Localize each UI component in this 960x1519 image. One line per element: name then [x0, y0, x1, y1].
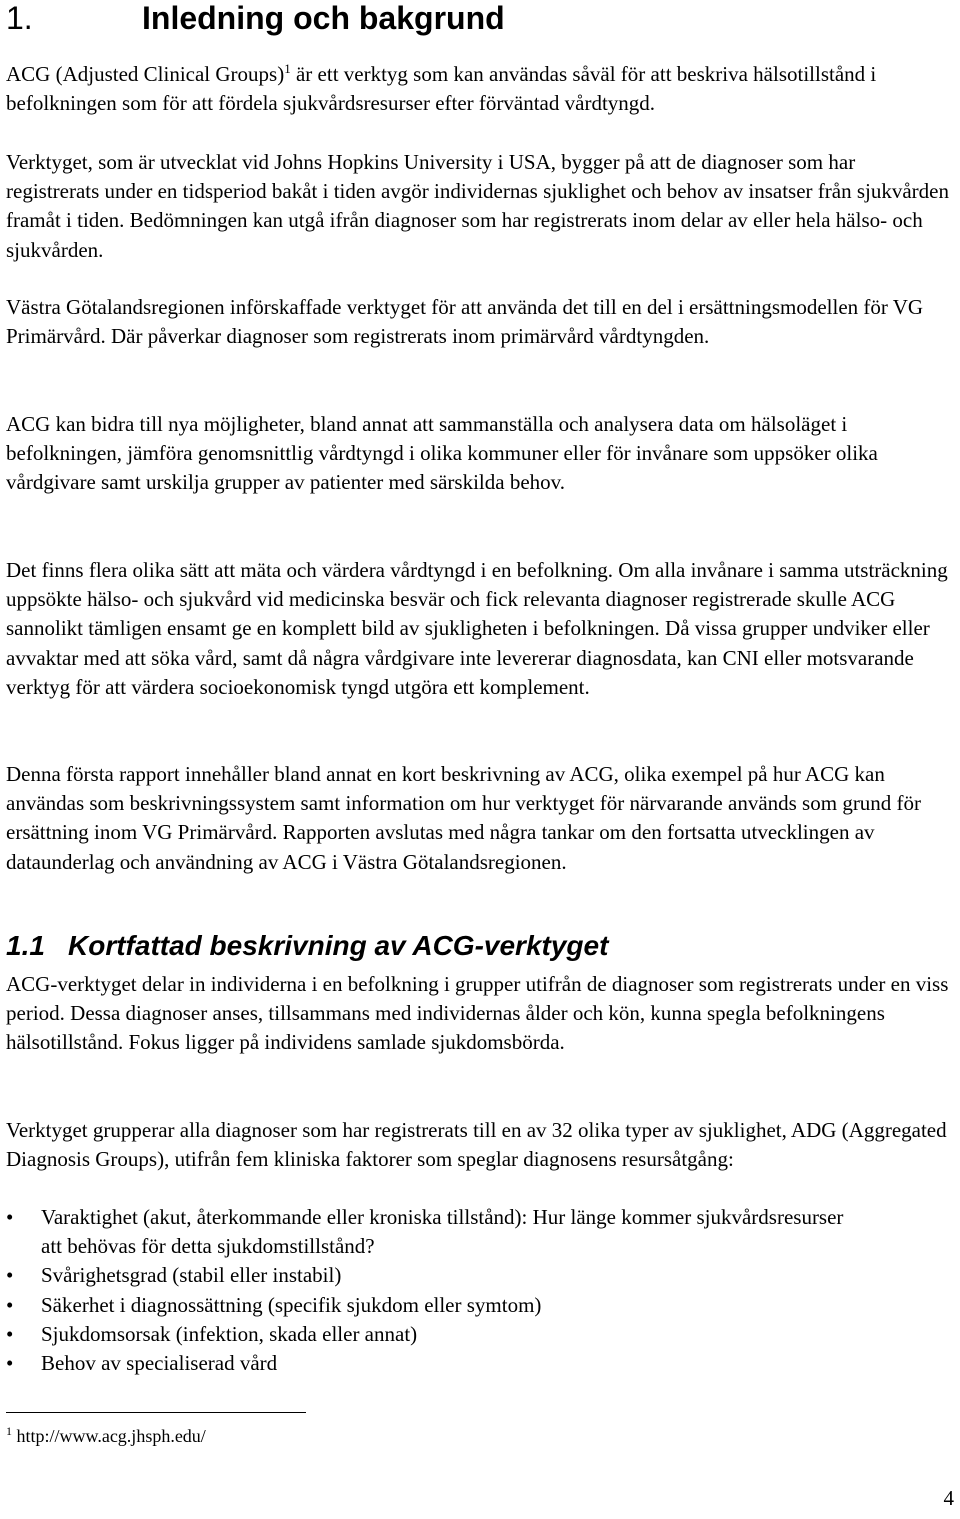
list-item [6, 1349, 951, 1378]
footnote-reference: 1 [284, 61, 291, 76]
section-number: 1.1 [6, 930, 45, 961]
list-item-text: Varaktighet (akut, återkommande eller kroniska tillstånd): Hur länge kommer sjukvårdsresurser att behövas för detta sjukdomstillstånd? [41, 1205, 844, 1259]
bullet-icon: • [6, 1321, 14, 1346]
paragraph-measurement: Det finns flera olika sätt att mäta och värdera vårdtyngd i en befolkning. Om alla invånare i samma utsträckning uppsökte hälso- och sjukvård vid medicinska besvär och fick relevanta diagnoser registrerade skulle ACG sannolikt tämligen ensamt ge en komplett bild av sjukligheten i befolkningen. Då vissa grupper undviker eller avvaktar med att söka vård, samt då några vårdgivare inte levererar diagnosdata, kan CNI eller motsvarande verktyg för att värdera socioekonomisk tyngd utgöra ett komplement. [6, 558, 948, 699]
list-item-text: Svårighetsgrad (stabil eller instabil) [41, 1263, 342, 1288]
list-item-text: Sjukdomsorsak (infektion, skada eller annat) [41, 1321, 418, 1346]
footnote [6, 1423, 206, 1449]
footnote-link[interactable]: http://www.acg.jhsph.edu/ [12, 1426, 206, 1446]
list-item [6, 1203, 951, 1261]
paragraph-tool-origin: Verktyget, som är utvecklat vid Johns Hopkins University i USA, bygger på att de diagnoser som har registrerats under en tidsperiod bakåt i tiden avgör individernas sjuklighet och behov av insatser från sjukvården framåt i tiden. Bedömningen kan utgå ifrån diagnoser som har registrerats inom delar av eller hela hälso- och sjukvården. [6, 150, 949, 262]
page-number: 4 [943, 1486, 954, 1510]
intro-text-end: är ett verktyg som kan användas såväl för att beskriva hälsotillstånd i befolkningen som för att fördela sjukvårdsresurser efter förväntad vårdtyngd. [6, 62, 877, 116]
bullet-icon: • [6, 1263, 14, 1288]
clinical-factors-list [6, 1203, 951, 1378]
intro-text-start: ACG (Adjusted Clinical Groups) [6, 62, 285, 86]
paragraph-report-overview: Denna första rapport innehåller bland annat en kort beskrivning av ACG, olika exempel på hur ACG kan användas som beskrivningssystem samt information om hur verktyget för närvarande används som grund för ersättning inom VG Primärvård. Rapporten avslutas med några tankar om den fortsatta utvecklingen av dataunderlag och användning av ACG i Västra Götalandsregionen. [6, 762, 922, 874]
chapter-number: 1. [6, 0, 33, 36]
paragraph-possibilities: ACG kan bidra till nya möjligheter, bland annat att sammanställa och analysera data om hälsoläget i befolkningen, jämföra genomsnittlig vårdtyngd i olika kommuner eller för invånare som uppsöker olika vårdgivare samt urskilja grupper av patienter med särskilda behov. [6, 412, 878, 495]
paragraph-vgr: Västra Götalandsregionen införskaffade verktyget för att använda det till en del i ersättningsmodellen för VG Primärvård. Där påverkar diagnoser som registrerats inom primärvård vårdtyngden. [6, 295, 924, 349]
paragraph-intro [6, 60, 951, 118]
paragraph-adg-grouping: Verktyget grupperar alla diagnoser som har registrerats till en av 32 olika typer av sjuklighet, ADG (Aggregated Diagnosis Groups), utifrån fem kliniska faktorer som speglar diagnosens resursåtgång: [6, 1118, 947, 1172]
list-item [6, 1291, 951, 1320]
list-item-text: Behov av specialiserad vård [41, 1351, 278, 1376]
section-heading [6, 930, 608, 962]
bullet-icon: • [6, 1205, 14, 1229]
paragraph-acg-description: ACG-verktyget delar in individerna i en befolkning i grupper utifrån de diagnoser som registrerats under en viss period. Dessa diagnoser anses, tillsammans med individernas ålder och kön, kunna spegla befolkningens hälsotillstånd. Fokus ligger på individens samlade sjukdomsbörda. [6, 972, 949, 1055]
list-item [6, 1320, 951, 1349]
bullet-icon: • [6, 1351, 14, 1376]
list-item-text: Säkerhet i diagnossättning (specifik sjukdom eller symtom) [41, 1292, 542, 1317]
bullet-icon: • [6, 1292, 14, 1317]
chapter-title: Inledning och bakgrund [142, 0, 505, 36]
footnote-marker: 1 [6, 1424, 12, 1438]
list-item [6, 1261, 951, 1290]
chapter-heading [6, 0, 505, 36]
footnote-divider [6, 1412, 306, 1413]
section-title: Kortfattad beskrivning av ACG-verktyget [68, 930, 609, 961]
